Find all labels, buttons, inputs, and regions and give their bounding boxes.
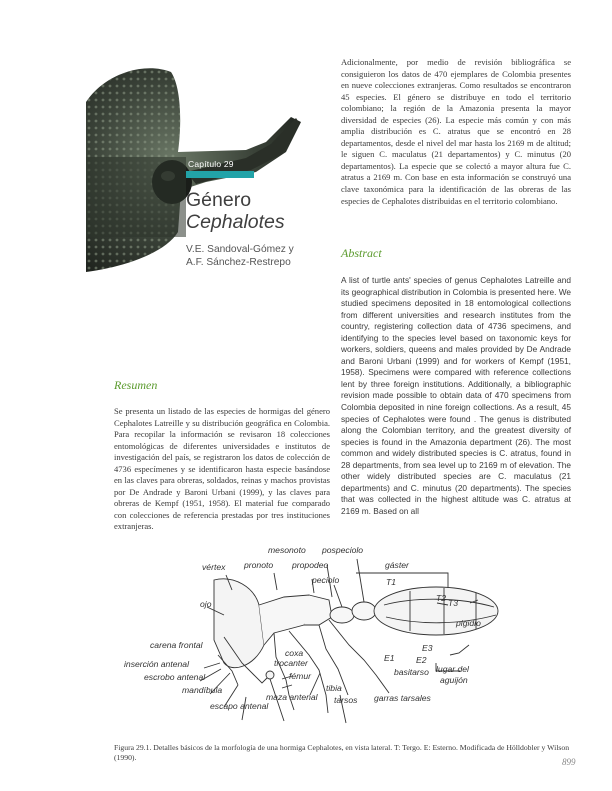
chapter-title: [186, 189, 285, 233]
label-t3: T3: [448, 598, 459, 608]
label-tibia: tibia: [326, 683, 342, 693]
label-lugar-aguijon-2: aguijón: [440, 675, 468, 685]
intro-text: Adicionalmente, por medio de revisión bibliográfica se consiguieron los datos de 470 ejemplares de Colombia presentes en nueve colecciones extranjeras. Como resultados se encontraron 45 especies. El género se distribuye en todo el territorio colombiano; la región de la Amazonia presenta la mayor diversidad de especies (26). La especie más común y con más amplia distribución es C. atratus que se encontró en 28 departamentos, desde el nivel del mar hasta los 2169 m de altitud; le siguen C. maculatus (21 departamentos) y C. minutus (20 departamentos). La especie que se colectó a mayor altura fue C. atratus a 2169 m. Con base en esta información se construyó una clave taxonómica para la identificación de las obreras de las especies de Cephalotes distribuidas en el territorio colombiano.: [341, 57, 571, 206]
label-carena-frontal: carena frontal: [150, 640, 203, 650]
label-t2: T2: [436, 593, 447, 603]
label-pospeciolo: pospeciolo: [322, 545, 364, 555]
label-coxa: coxa: [285, 648, 304, 658]
label-lugar-aguijon-1: lugar del: [436, 664, 469, 674]
figure-caption: Figura 29.1. Detalles básicos de la morfología de una hormiga Cephalotes, en vista lateral. T: Tergo. E: Esterno. Modificada de Hölldobler y Wilson (1990).: [114, 743, 570, 762]
label-escapo-antenal: escapo antenal: [210, 701, 269, 711]
authors: [186, 243, 294, 269]
label-propodeo: propodeo: [292, 560, 329, 570]
label-escrobo-antenal: escrobo antenal: [144, 672, 206, 682]
chapter-accent-bar: [186, 171, 254, 178]
authors-line1: V.E. Sandoval-Gómez y: [186, 244, 294, 255]
label-tarsos: tarsos: [334, 695, 358, 705]
abstract-text: A list of turtle ants' species of genus Cephalotes Latreille and its geographical distribution in Colombia is presented here. We studied specimens deposited in 18 entomological collections from different universities and research institutes from the country, registering collection data of 4736 specimens, and identifying to the species level based on taxonomic keys for workers, soldiers, queens and males provided by De Andrade and Baroni Urbani (1999) and for workers of Kempf (1951, 1958). Specimens were compared with reference collections lent by three foreign institutions. Additionally, a bibliographic revision made possible to obtain data of 470 specimens from Colombia deposited in nine foreign collections. As a result, 45 species of Cephalotes were found . The genus is distributed along the Colombian territory, and the greatest diversity of species is found in the Amazonia department (26). The most common and widely distributed species is C. atratus, found in 28 departments, from sea level up to 2169 m of elevation. The other widely distributed species are C. maculatus (21 departments) and C. minutus (20 departments). The species that was collected in the highest altitude was C. atratus at 2169 m. Based on all: [341, 275, 571, 516]
label-peciolo: peciolo: [312, 575, 340, 585]
resumen-heading: Resumen: [114, 378, 158, 392]
label-ojo: ojo: [200, 599, 212, 609]
chapter-title-line1: Género: [186, 189, 252, 211]
label-maza-antenal: maza antenal: [266, 692, 318, 702]
resumen-paragraph: [114, 406, 330, 533]
label-femur: fémur: [289, 671, 311, 681]
label-basitarso: basitarso: [394, 667, 429, 677]
label-mandibula: mandíbula: [182, 685, 223, 695]
label-e2: E2: [416, 655, 427, 665]
label-trocanter: trocanter: [274, 658, 308, 668]
label-garras-tarsales: garras tarsales: [374, 693, 431, 703]
abstract-paragraph: [341, 275, 571, 517]
label-mesonoto: mesonoto: [268, 545, 306, 555]
page-number: 899: [562, 757, 576, 767]
abstract-heading: Abstract: [341, 246, 382, 260]
label-insercion-antenal: inserción antenal: [124, 659, 189, 669]
label-e3: E3: [422, 643, 433, 653]
label-t1: T1: [386, 577, 397, 587]
label-pronoto: pronoto: [244, 560, 274, 570]
chapter-title-genus: Cephalotes: [186, 211, 285, 233]
label-pigidio: pigidio: [456, 618, 481, 628]
label-vertex: vértex: [202, 562, 226, 572]
resumen-text: Se presenta un listado de las especies de hormigas del género Cephalotes Latreille y su distribución geográfica en Colombia. Para recopilar la información se revisaron 18 colecciones entomológicas de diferentes universidades e institutos de investigación del país, se registraron los datos de colección de 4736 especímenes y se identificaron hasta especie basándose en las claves para obreras, soldados, reinas y machos provistas por De Andrade y Baroni Urbani (1999), y las claves para obreras de Kempf (1951, 1958). El material fue comparado con colecciones de referencia prestadas por tres instituciones extranjeras.: [114, 406, 330, 532]
label-e1: E1: [384, 653, 395, 663]
ant-morphology-figure: [114, 545, 574, 775]
label-gaster: gáster: [385, 560, 409, 570]
intro-paragraph: [341, 57, 571, 207]
authors-line2: A.F. Sánchez-Restrepo: [186, 257, 291, 268]
chapter-label: Capítulo 29: [188, 159, 234, 169]
